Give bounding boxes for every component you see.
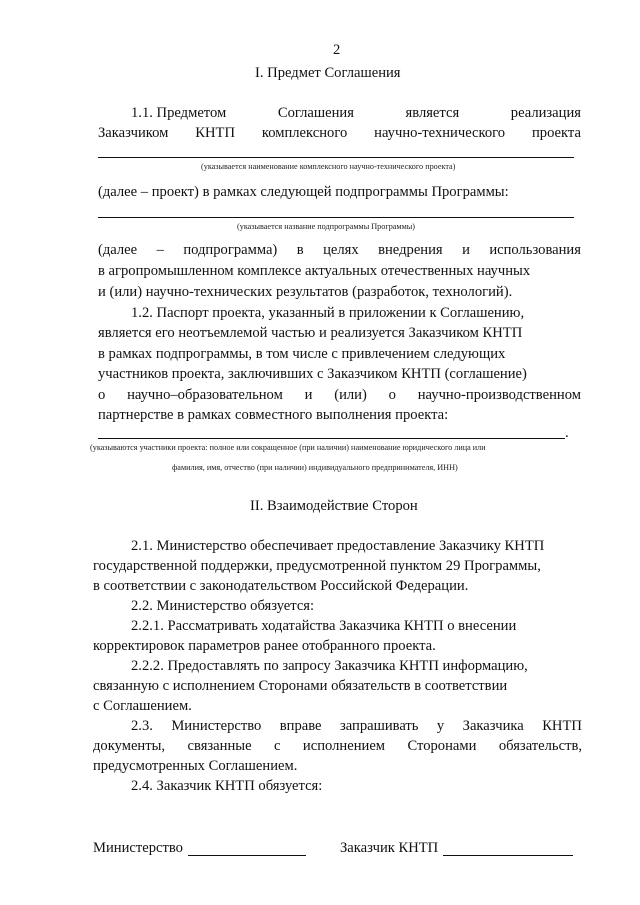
clause-2-1-line-3: в соответствии с законодательством Российской Федерации. [93, 578, 469, 594]
clause-2-2: 2.2. Министерство обязуется: [131, 598, 315, 614]
word: комплексного [261, 125, 348, 141]
word: в [296, 242, 304, 258]
word: вправе [279, 718, 322, 734]
word: является [405, 105, 460, 121]
clause-2-2-1-line-1: 2.2.1. Рассматривать ходатайства Заказчика КНТП о внесении [131, 618, 517, 634]
clause-1-2-line-3: в рамках подпрограммы, в том числе с привлечением следующих [98, 346, 506, 362]
clause-2-3-line-3: предусмотренных Соглашением. [93, 758, 298, 774]
word: Сторонами [407, 738, 477, 754]
word: (далее [98, 242, 138, 258]
participants-line [98, 438, 565, 439]
caption-participants-1: (указываются участники проекта: полное или сокращенное (при наличии) наименование юридического лица или [90, 443, 486, 452]
word: КНТП [542, 718, 582, 734]
clause-1-2-line-4: участников проекта, заключивших с Заказчиком КНТП (соглашение) [98, 366, 527, 382]
word: Министерство [171, 718, 262, 734]
word: реализация [510, 105, 581, 121]
section-2-title: II. Взаимодействие Сторон [250, 498, 418, 514]
word: о [98, 387, 106, 403]
clause-1-1-line-6: и (или) научно-технических результатов (разработок, технологий). [98, 284, 513, 300]
word: 1.1. Предметом [131, 105, 227, 121]
clause-2-3-line-2 [93, 737, 582, 755]
word: Заказчика [462, 718, 524, 734]
word: научно-производственном [417, 387, 581, 403]
project-name-line [98, 157, 574, 158]
word: использования [489, 242, 581, 258]
clause-1-2-line-5 [98, 386, 581, 404]
caption-subprogram-name: (указывается название подпрограммы Программы) [237, 222, 416, 231]
word: связанные [187, 738, 252, 754]
word: о [388, 387, 396, 403]
word: и [462, 242, 470, 258]
word: – [156, 242, 164, 258]
signature-customer-line[interactable] [443, 855, 573, 856]
clause-1-2-line-2: является его неотъемлемой частью и реализуется Заказчиком КНТП [98, 325, 523, 341]
caption-participants-2: фамилия, имя, отчество (при наличии) индивидуального предпринимателя, ИНН) [172, 463, 458, 472]
signature-ministry-label: Министерство [93, 840, 183, 856]
clause-2-2-2-line-2: связанную с исполнением Сторонами обязательств в соответствии [93, 678, 508, 694]
word: КНТП [195, 125, 235, 141]
clause-2-2-2-line-3: с Соглашением. [93, 698, 192, 714]
clause-2-4: 2.4. Заказчик КНТП обязуется: [131, 778, 323, 794]
clause-1-2-line-6: партнерстве в рамках совместного выполнения проекта: [98, 407, 449, 423]
section-1-title: I. Предмет Соглашения [255, 65, 401, 81]
clause-1-1-line-1 [131, 104, 581, 122]
clause-1-1-line-5: в агропромышленном комплексе актуальных отечественных научных [98, 263, 531, 279]
word: исполнением [302, 738, 386, 754]
word: научно–образовательном [127, 387, 283, 403]
caption-project-name: (указывается наименование комплексного научно-технического проекта) [201, 162, 456, 171]
clause-2-3-line-1 [131, 717, 582, 735]
word: внедрения [378, 242, 443, 258]
signature-customer-label: Заказчик КНТП [340, 840, 439, 856]
clause-1-2-line-1: 1.2. Паспорт проекта, указанный в приложении к Соглашению, [131, 305, 525, 321]
participants-line-end: . [565, 425, 569, 441]
word: Соглашения [277, 105, 354, 121]
word: (или) [334, 387, 367, 403]
word: Заказчиком [98, 125, 169, 141]
clause-1-1-line-4 [98, 241, 581, 259]
word: у [436, 718, 445, 734]
clause-2-1-line-1: 2.1. Министерство обеспечивает предоставление Заказчику КНТП [131, 538, 545, 554]
signature-ministry-line[interactable] [188, 855, 306, 856]
word: и [304, 387, 313, 403]
word: подпрограмма) [183, 242, 278, 258]
clause-2-2-2-line-1: 2.2.2. Предоставлять по запросу Заказчика КНТП информацию, [131, 658, 528, 674]
page-number: 2 [333, 42, 341, 58]
word: целях [323, 242, 359, 258]
clause-1-1-line-3: (далее – проект) в рамках следующей подпрограммы Программы: [98, 184, 509, 200]
word: 2.3. [131, 718, 153, 734]
clause-2-1-line-2: государственной поддержки, предусмотренной пунктом 29 Программы, [93, 558, 541, 574]
word: научно-технического [374, 125, 506, 141]
subprogram-name-line [98, 217, 574, 218]
word: проекта [531, 125, 581, 141]
word: запрашивать [339, 718, 419, 734]
word: с [274, 738, 281, 754]
clause-2-2-1-line-2: корректировок параметров ранее отобранного проекта. [93, 638, 436, 654]
word: обязательств, [498, 738, 582, 754]
word: документы, [93, 738, 166, 754]
clause-1-1-line-2 [98, 124, 581, 142]
